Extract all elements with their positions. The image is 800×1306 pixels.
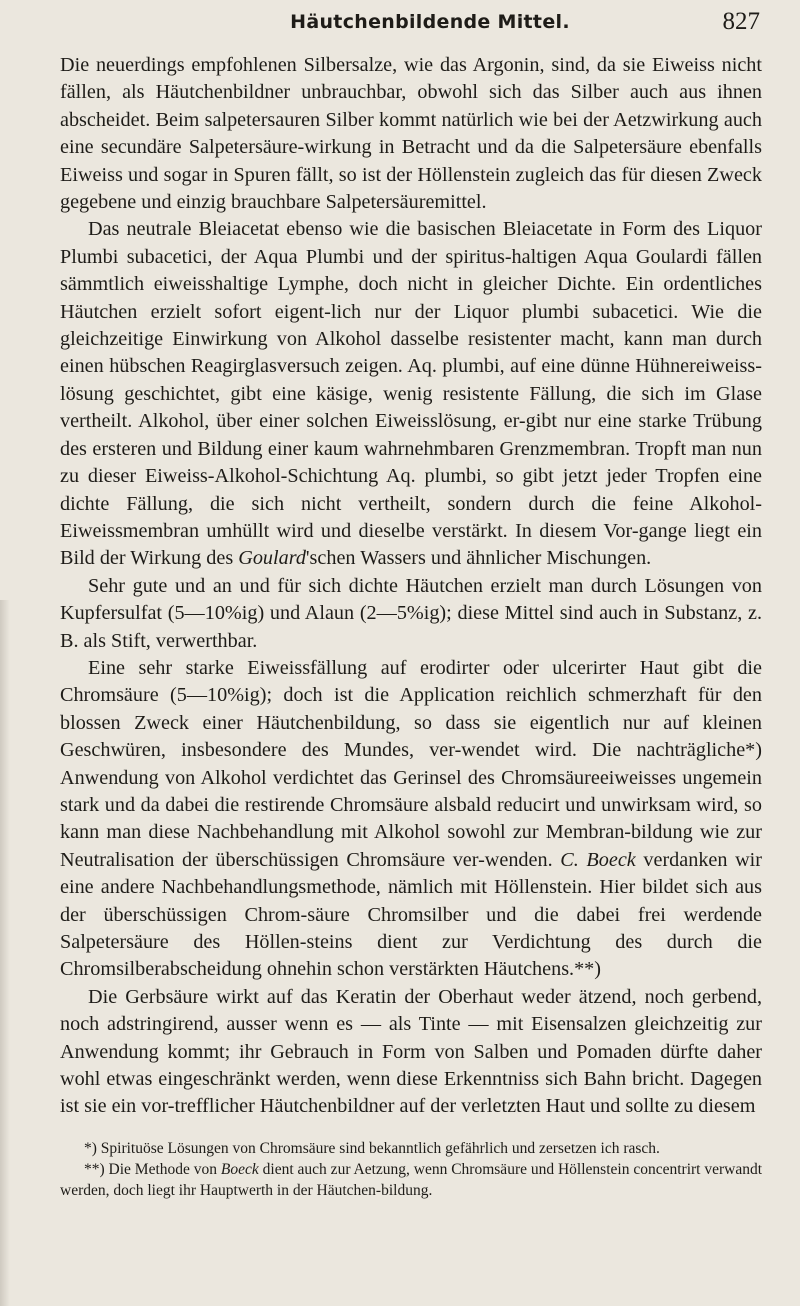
page-edge-shadow <box>0 600 10 1306</box>
footnote-1: *) Spirituöse Lösungen von Chromsäure sind bekanntlich gefährlich und zersetzen ich rasch. <box>84 1140 660 1157</box>
page-header <box>0 8 800 38</box>
paragraph-silver-salts: Die neuerdings empfohlenen Silbersalze, wie das Argonin, sind, da sie Eiweiss nicht fällen, als Häutchenbildner unbrauchbar, obwohl sich das Silber auch aus ihnen abscheidet. Beim salpetersauren Silber kommt natürlich wie bei der Aetzwirkung auch eine secundäre Salpetersäure-wirkung in Betracht und da die Salpetersäure ebenfalls Eiweiss und sogar in Spuren fällt, so ist der Höllenstein zugleich das für diesen Zweck gegebene und einzig brauchbare Salpetersäuremittel. <box>60 54 762 214</box>
emphasis-boeck-footnote: Boeck <box>220 1161 259 1178</box>
footnotes <box>60 1138 762 1201</box>
body-text <box>60 52 762 1121</box>
footnote-2: **) Die Methode von Boeck dient auch zur Aetzung, wenn Chromsäure und Höllenstein concentrirt verwandt werden, doch liegt ihr Hauptwerth in der Häutchen-bildung. <box>60 1161 763 1199</box>
emphasis-boeck: C. Boeck <box>560 848 636 871</box>
page-number: 827 <box>722 8 760 35</box>
emphasis-goulard: Goulard <box>238 547 306 570</box>
paragraph-tannic-acid: Die Gerbsäure wirkt auf das Keratin der Oberhaut weder ätzend, noch gerbend, noch adstringirend, ausser wenn es — als Tinte — mit Eisensalzen gleichzeitig zur Anwendung kommt; ihr Gebrauch in Form von Salben und Pomaden dürfte daher wohl etwas eingeschränkt werden, wenn diese Erkenntniss sich Bahn bricht. Dagegen ist sie ein vor-trefflicher Häutchenbildner auf der verletzten Haut und sollte zu diesem <box>60 985 762 1118</box>
paragraph-copper-alum: Sehr gute und an und für sich dichte Häutchen erzielt man durch Lösungen von Kupfersulfat (5—10%ig) und Alaun (2—5%ig); diese Mittel sind auch in Substanz, z. B. als Stift, verwerthbar. <box>60 574 762 652</box>
running-title: Häutchenbildende Mittel. <box>290 11 570 33</box>
paragraph-chromic-acid: Eine sehr starke Eiweissfällung auf erodirter oder ulcerirter Haut gibt die Chromsäure (5—10%ig); doch ist die Application reichlich schmerzhaft für den blossen Zweck einer Häutchenbildung, so dass sie eigentlich nur auf kleinen Geschwüren, insbesondere des Mundes, ver-wendet wird. Die nachträgliche*) Anwendung von Alkohol verdichtet das Gerinsel des Chromsäureeiweisses ungemein stark und da dabei die restirende Chromsäure alsbald reducirt und unwirksam wird, so kann man diese Nachbehandlung mit Alkohol sowohl zur Membran-bildung wie zur Neutralisation der überschüssigen Chromsäure ver-wenden. C. Boeck verdanken wir eine andere Nachbehandlungsmethode, nämlich mit Höllenstein. Hier bildet sich aus der überschüssigen Chrom-säure Chromsilber und die dabei frei werdende Salpetersäure des Höllen-steins dient zur Verdichtung des durch die Chromsilberabscheidung ohnehin schon verstärkten Häutchens.**) <box>60 656 763 981</box>
paragraph-lead-acetate: Das neutrale Bleiacetat ebenso wie die basischen Bleiacetate in Form des Liquor Plumbi subacetici, der Aqua Plumbi und der spiritus-haltigen Aqua Goulardi fällen sämmtlich eiweisshaltige Lymphe, doch nicht in gleicher Dichte. Ein ordentliches Häutchen erzielt sofort eigent-lich nur der Liquor plumbi subacetici. Wie die gleichzeitige Einwirkung von Alkohol dasselbe resistenter macht, kann man durch einen hübschen Reagirglasversuch zeigen. Aq. plumbi, auf eine dünne Hühnereiweiss-lösung geschichtet, gibt eine käsige, wenig resistente Fällung, die sich im Glase vertheilt. Alkohol, über einer solchen Eiweisslösung, er-gibt nur eine starke Trübung des ersteren und Bildung einer kaum wahrnehmbaren Grenzmembran. Tropft man nun zu dieser Eiweiss-Alkohol-Schichtung Aq. plumbi, so gibt jetzt jeder Tropfen eine dichte Fällung, die sich nicht vertheilt, sondern durch die feine Alkohol-Eiweissmembran umhüllt wird und dieselbe verstärkt. In diesem Vor-gange liegt ein Bild der Wirkung des Goulard'schen Wassers und ähnlicher Mischungen. <box>60 218 762 570</box>
